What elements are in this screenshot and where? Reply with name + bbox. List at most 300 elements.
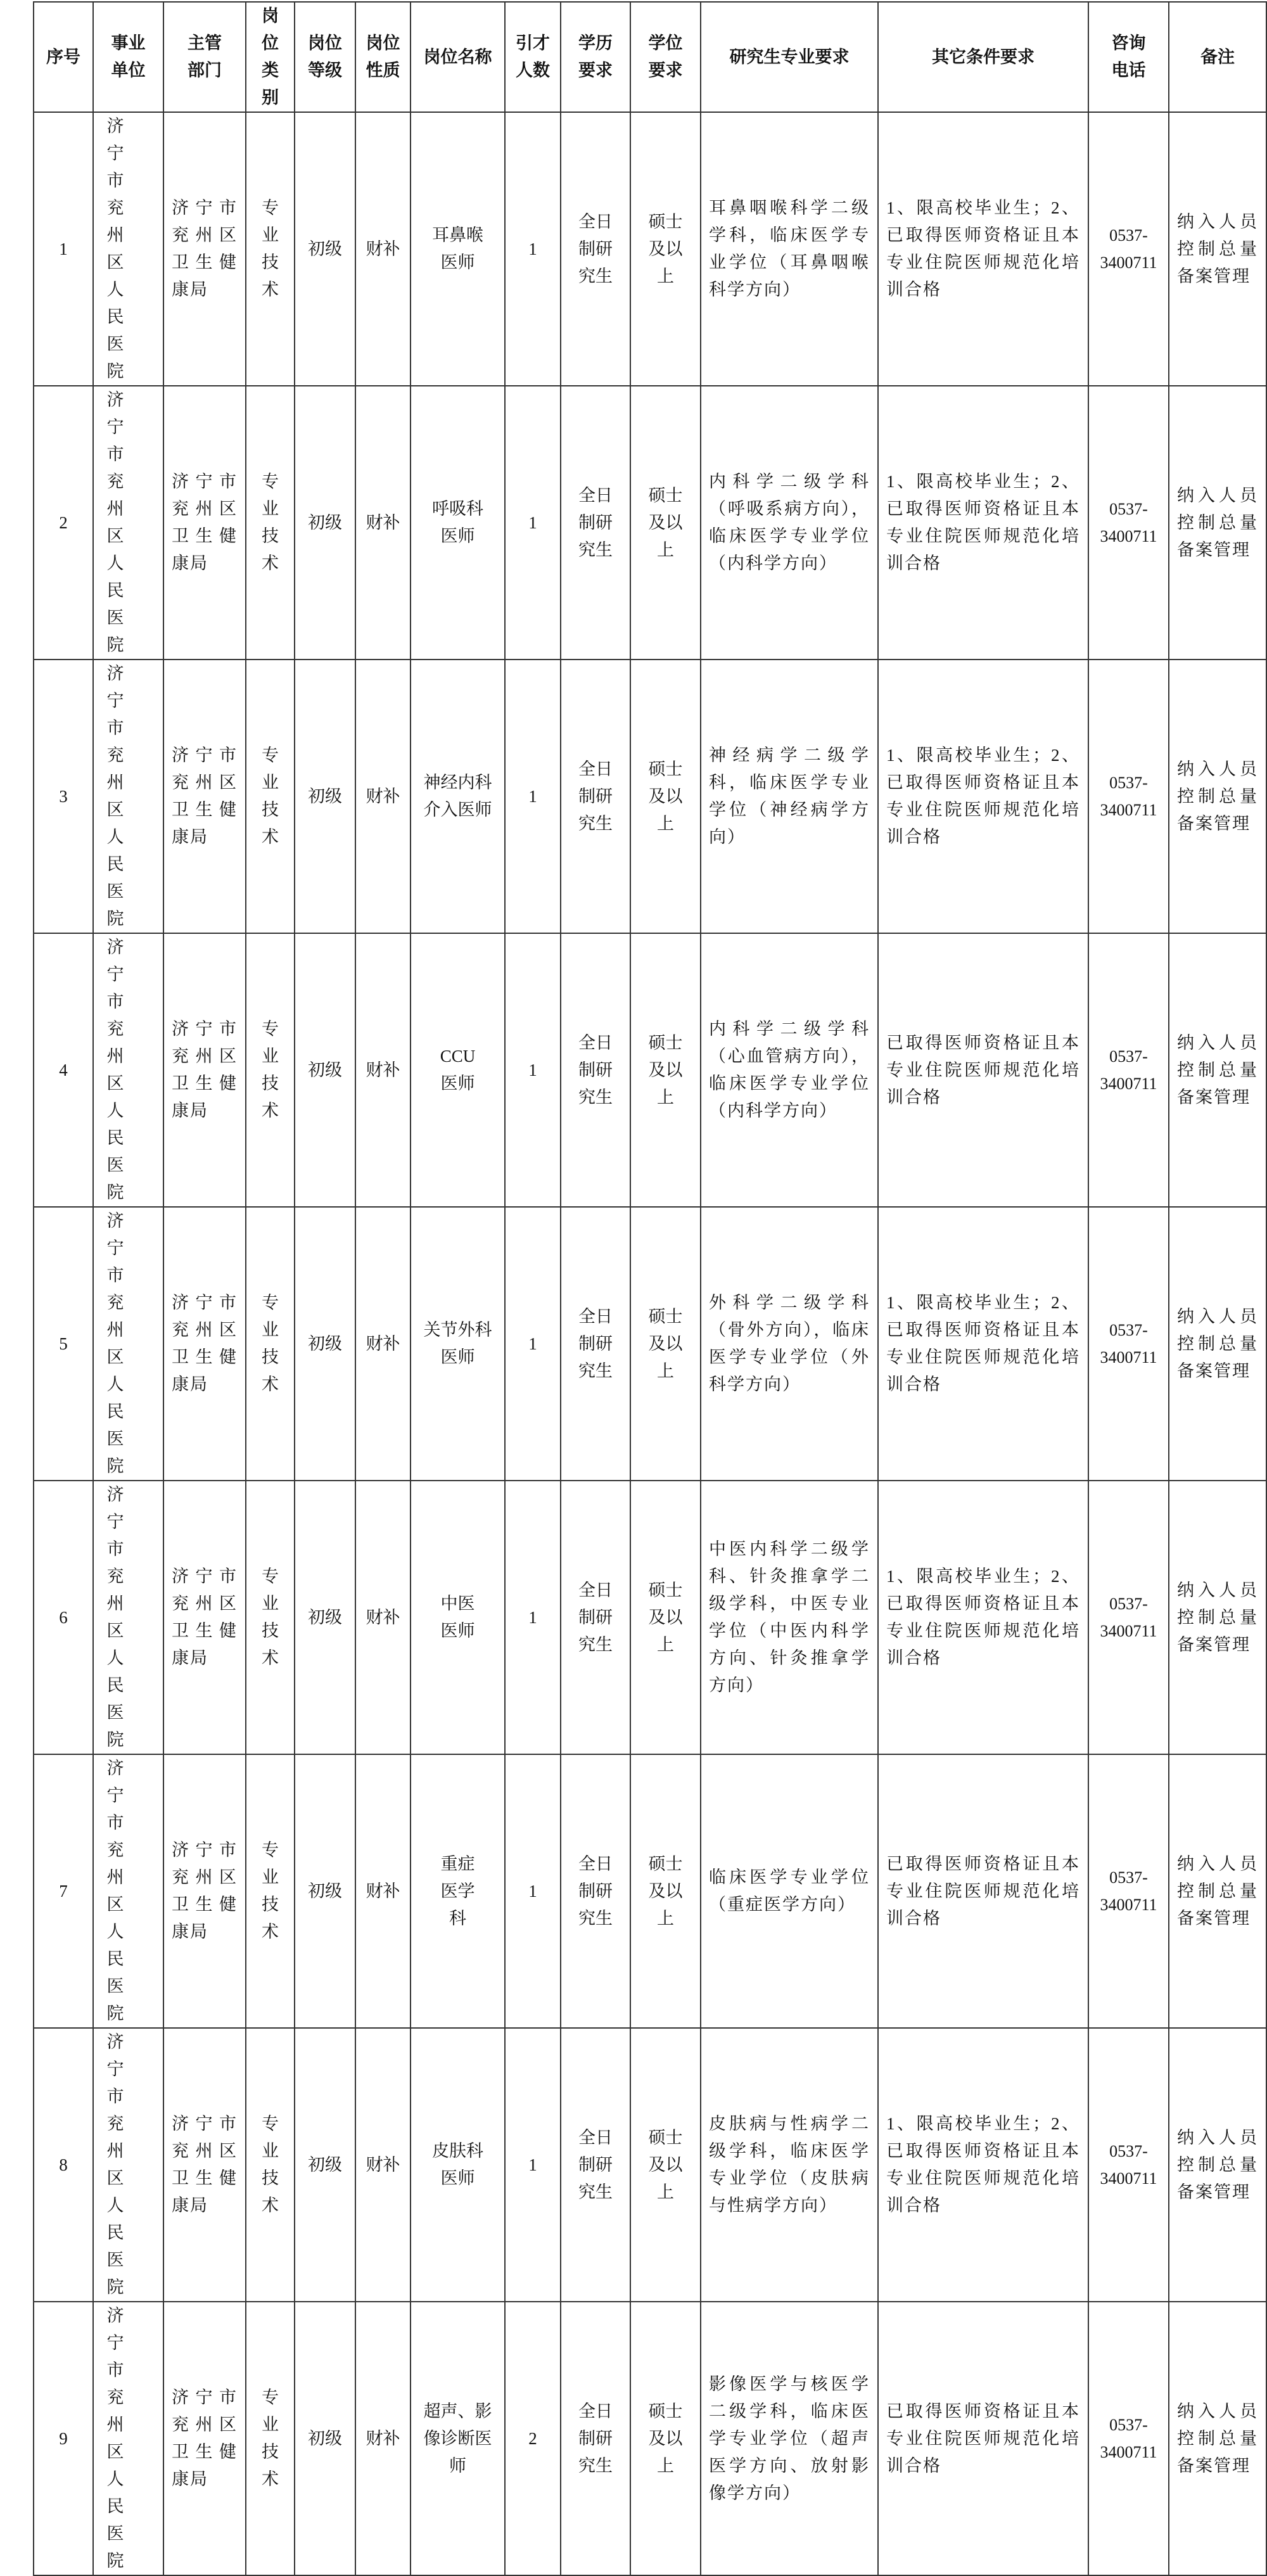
cell-text-degree: 硕士 及以 上 (648, 759, 683, 833)
cell-remark (1169, 2302, 1266, 2575)
cell-level (295, 660, 355, 933)
cell-category (246, 2302, 295, 2575)
cell-text-nature: 财补 (366, 1060, 400, 1080)
cell-text-education: 全日 制研 究生 (578, 1854, 613, 1928)
cell-text-education: 全日 制研 究生 (578, 2401, 613, 2475)
cell-no (34, 2302, 93, 2575)
cell-text-other: 已取得医师资格证且本专业住院医师规范化培训合格 (886, 1854, 1080, 1928)
cell-text-no: 8 (59, 2155, 68, 2174)
cell-text-remark: 纳入人员控制总量备案管理 (1177, 759, 1258, 833)
cell-text-level: 初级 (308, 2428, 342, 2448)
cell-text-unit: 济宁市兖州区人民医院 (106, 938, 143, 1202)
header-label-line: 人数 (516, 61, 550, 80)
cell-degree (630, 933, 701, 1207)
cell-phone (1088, 386, 1169, 660)
cell-dept (163, 2302, 246, 2575)
cell-text-education: 全日 制研 究生 (578, 759, 613, 833)
cell-text-nature: 财补 (366, 786, 400, 806)
cell-nature (355, 933, 411, 1207)
cell-no (34, 1481, 93, 1754)
cell-post (411, 2028, 505, 2302)
header-label-line: 岗 (262, 6, 279, 25)
cell-post (411, 2302, 505, 2575)
cell-nature (355, 2028, 411, 2302)
cell-major (701, 112, 878, 386)
cell-text-count: 1 (528, 786, 537, 806)
cell-no (34, 112, 93, 386)
cell-other (878, 1754, 1088, 2028)
cell-dept (163, 2028, 246, 2302)
cell-text-count: 1 (528, 1060, 537, 1080)
cell-level (295, 2028, 355, 2302)
cell-dept (163, 1207, 246, 1481)
cell-other (878, 660, 1088, 933)
cell-phone (1088, 1207, 1169, 1481)
cell-degree (630, 1207, 701, 1481)
cell-text-education: 全日 制研 究生 (578, 1306, 613, 1380)
cell-text-count: 1 (528, 1607, 537, 1627)
cell-text-category: 专业技术 (262, 2388, 279, 2489)
cell-count (505, 1481, 561, 1754)
cell-text-dept: 济宁市兖州区卫生健康局 (172, 472, 238, 573)
cell-no (34, 1207, 93, 1481)
cell-text-level: 初级 (308, 239, 342, 258)
cell-text-level: 初级 (308, 1881, 342, 1901)
cell-category (246, 112, 295, 386)
cell-text-unit: 济宁市兖州区人民医院 (106, 664, 143, 928)
cell-text-unit: 济宁市兖州区人民医院 (106, 1485, 143, 1749)
cell-text-other: 1、限高校毕业生；2、已取得医师资格证且本专业住院医师规范化培训合格 (886, 1567, 1080, 1667)
cell-text-count: 1 (528, 1334, 537, 1353)
cell-text-major: 影像医学与核医学二级学科，临床医学专业学位（超声医学方向、放射影像学方向） (709, 2374, 870, 2503)
cell-text-other: 1、限高校毕业生；2、已取得医师资格证且本专业住院医师规范化培训合格 (886, 472, 1080, 573)
header-label-line: 要求 (648, 61, 683, 80)
cell-text-major: 内科学二级学科（呼吸系病方向），临床医学专业学位（内科学方向） (709, 472, 870, 573)
cell-text-nature: 财补 (366, 2428, 400, 2448)
cell-text-post: 皮肤科 医师 (432, 2141, 483, 2188)
cell-text-degree: 硕士 及以 上 (648, 1306, 683, 1380)
cell-text-post: 呼吸科 医师 (432, 499, 483, 545)
cell-post (411, 660, 505, 933)
column-header-post (411, 2, 505, 112)
cell-other (878, 2028, 1088, 2302)
column-header-category (246, 2, 295, 112)
cell-text-other: 1、限高校毕业生；2、已取得医师资格证且本专业住院医师规范化培训合格 (886, 198, 1080, 299)
cell-nature (355, 660, 411, 933)
cell-education (561, 1481, 630, 1754)
cell-text-major: 外科学二级学科（骨外方向），临床医学专业学位（外科学方向） (709, 1293, 870, 1394)
cell-text-nature: 财补 (366, 1881, 400, 1901)
cell-no (34, 1754, 93, 2028)
cell-text-level: 初级 (308, 513, 342, 532)
cell-text-unit: 济宁市兖州区人民医院 (106, 117, 143, 381)
cell-text-remark: 纳入人员控制总量备案管理 (1177, 2401, 1258, 2475)
cell-text-count: 2 (528, 2428, 537, 2448)
header-row (34, 2, 1266, 112)
cell-text-post: CCU 医师 (440, 1047, 476, 1093)
cell-unit (93, 1754, 163, 2028)
cell-text-dept: 济宁市兖州区卫生健康局 (172, 1840, 238, 1941)
cell-text-category: 专业技术 (262, 1293, 279, 1394)
cell-major (701, 1207, 878, 1481)
column-header-nature (355, 2, 411, 112)
cell-text-unit: 济宁市兖州区人民医院 (106, 2306, 143, 2570)
header-label-line: 岗位名称 (423, 47, 492, 67)
cell-remark (1169, 2028, 1266, 2302)
cell-degree (630, 660, 701, 933)
cell-nature (355, 1481, 411, 1754)
cell-text-dept: 济宁市兖州区卫生健康局 (172, 2114, 238, 2215)
table-row (34, 386, 1266, 660)
cell-text-unit: 济宁市兖州区人民医院 (106, 2032, 143, 2297)
header-label-line: 其它条件要求 (932, 47, 1035, 67)
cell-category (246, 1754, 295, 2028)
cell-phone (1088, 2028, 1169, 2302)
cell-text-no: 7 (59, 1881, 68, 1901)
cell-text-category: 专业技术 (262, 1019, 279, 1120)
cell-text-other: 1、限高校毕业生；2、已取得医师资格证且本专业住院医师规范化培训合格 (886, 1293, 1080, 1394)
cell-category (246, 1481, 295, 1754)
recruitment-table (33, 1, 1267, 2576)
cell-text-education: 全日 制研 究生 (578, 485, 613, 559)
cell-text-remark: 纳入人员控制总量备案管理 (1177, 1580, 1258, 1654)
cell-text-unit: 济宁市兖州区人民医院 (106, 1759, 143, 2023)
header-label-line: 岗位 (366, 34, 400, 53)
cell-other (878, 386, 1088, 660)
header-label-line: 研究生专业要求 (729, 47, 850, 67)
cell-remark (1169, 1481, 1266, 1754)
cell-text-degree: 硕士 及以 上 (648, 485, 683, 559)
table-row (34, 1481, 1266, 1754)
column-header-dept (163, 2, 246, 112)
table-row (34, 933, 1266, 1207)
cell-text-post: 重症 医学 科 (440, 1854, 475, 1928)
cell-other (878, 112, 1088, 386)
cell-dept (163, 1754, 246, 2028)
header-label-line: 类 (262, 61, 279, 80)
cell-text-nature: 财补 (366, 1334, 400, 1353)
cell-text-other: 1、限高校毕业生；2、已取得医师资格证且本专业住院医师规范化培训合格 (886, 746, 1080, 846)
cell-degree (630, 2302, 701, 2575)
cell-other (878, 1481, 1088, 1754)
cell-nature (355, 1207, 411, 1481)
cell-unit (93, 112, 163, 386)
cell-major (701, 933, 878, 1207)
cell-text-no: 3 (59, 786, 68, 806)
cell-text-no: 9 (59, 2428, 68, 2448)
cell-text-post: 神经内科 介入医师 (423, 773, 492, 819)
table-row (34, 1207, 1266, 1481)
cell-text-level: 初级 (308, 1060, 342, 1080)
table-row (34, 2028, 1266, 2302)
cell-major (701, 386, 878, 660)
cell-education (561, 933, 630, 1207)
cell-unit (93, 1207, 163, 1481)
cell-degree (630, 1754, 701, 2028)
cell-category (246, 933, 295, 1207)
cell-text-remark: 纳入人员控制总量备案管理 (1177, 1306, 1258, 1380)
cell-text-phone: 0537- 3400711 (1100, 500, 1157, 545)
cell-text-phone: 0537- 3400711 (1100, 1047, 1157, 1093)
cell-level (295, 112, 355, 386)
cell-count (505, 112, 561, 386)
cell-count (505, 1754, 561, 2028)
cell-no (34, 933, 93, 1207)
cell-text-remark: 纳入人员控制总量备案管理 (1177, 212, 1258, 286)
cell-text-remark: 纳入人员控制总量备案管理 (1177, 2127, 1258, 2202)
cell-degree (630, 386, 701, 660)
cell-post (411, 1207, 505, 1481)
cell-count (505, 2028, 561, 2302)
header-label-line: 序号 (46, 47, 80, 67)
header-label-line: 主管 (188, 34, 222, 53)
cell-text-phone: 0537- 3400711 (1100, 774, 1157, 819)
cell-text-major: 耳鼻咽喉科学二级学科，临床医学专业学位（耳鼻咽喉科学方向） (709, 198, 870, 299)
cell-education (561, 2302, 630, 2575)
cell-text-major: 神经病学二级学科，临床医学专业学位（神经病学方向） (709, 746, 870, 846)
cell-remark (1169, 386, 1266, 660)
cell-post (411, 112, 505, 386)
cell-text-dept: 济宁市兖州区卫生健康局 (172, 1019, 238, 1120)
cell-phone (1088, 1754, 1169, 2028)
cell-unit (93, 1481, 163, 1754)
cell-text-dept: 济宁市兖州区卫生健康局 (172, 2388, 238, 2489)
cell-degree (630, 1481, 701, 1754)
cell-text-phone: 0537- 3400711 (1100, 2416, 1157, 2461)
cell-text-category: 专业技术 (262, 198, 279, 299)
cell-text-remark: 纳入人员控制总量备案管理 (1177, 1033, 1258, 1107)
cell-text-phone: 0537- 3400711 (1100, 1868, 1157, 1914)
cell-text-nature: 财补 (366, 2155, 400, 2174)
cell-major (701, 1481, 878, 1754)
cell-unit (93, 660, 163, 933)
cell-text-category: 专业技术 (262, 1840, 279, 1941)
cell-remark (1169, 1207, 1266, 1481)
cell-text-level: 初级 (308, 786, 342, 806)
cell-text-other: 已取得医师资格证且本专业住院医师规范化培训合格 (886, 2401, 1080, 2475)
cell-major (701, 660, 878, 933)
header-label-line: 学位 (648, 34, 683, 53)
cell-other (878, 933, 1088, 1207)
column-header-remark (1169, 2, 1266, 112)
cell-level (295, 1207, 355, 1481)
cell-no (34, 660, 93, 933)
cell-text-major: 内科学二级学科（心血管病方向），临床医学专业学位（内科学方向） (709, 1019, 870, 1120)
table-row (34, 2302, 1266, 2575)
cell-phone (1088, 1481, 1169, 1754)
cell-post (411, 386, 505, 660)
cell-remark (1169, 112, 1266, 386)
cell-text-education: 全日 制研 究生 (578, 1033, 613, 1107)
cell-text-count: 1 (528, 2155, 537, 2174)
cell-phone (1088, 660, 1169, 933)
cell-level (295, 1481, 355, 1754)
cell-nature (355, 386, 411, 660)
cell-text-no: 4 (59, 1060, 68, 1080)
cell-degree (630, 2028, 701, 2302)
cell-education (561, 386, 630, 660)
cell-text-remark: 纳入人员控制总量备案管理 (1177, 485, 1258, 559)
cell-nature (355, 112, 411, 386)
cell-education (561, 1754, 630, 2028)
cell-category (246, 2028, 295, 2302)
cell-text-post: 超声、影 像诊断医 师 (423, 2401, 492, 2475)
header-label-line: 性质 (366, 61, 400, 80)
cell-count (505, 1207, 561, 1481)
header-label-line: 岗位 (308, 34, 342, 53)
cell-text-major: 中医内科学二级学科、针灸推拿学二级学科，中医专业学位（中医内科学方向、针灸推拿学方向） (709, 1540, 870, 1695)
cell-other (878, 2302, 1088, 2575)
cell-text-dept: 济宁市兖州区卫生健康局 (172, 1567, 238, 1667)
header-label-line: 位 (262, 34, 279, 53)
table-body (34, 112, 1266, 2575)
cell-text-level: 初级 (308, 1334, 342, 1353)
cell-text-category: 专业技术 (262, 472, 279, 573)
cell-dept (163, 1481, 246, 1754)
cell-phone (1088, 112, 1169, 386)
cell-post (411, 1481, 505, 1754)
column-header-no (34, 2, 93, 112)
header-label-line: 部门 (188, 61, 222, 80)
cell-text-nature: 财补 (366, 239, 400, 258)
cell-text-other: 1、限高校毕业生；2、已取得医师资格证且本专业住院医师规范化培训合格 (886, 2114, 1080, 2215)
cell-category (246, 386, 295, 660)
cell-text-phone: 0537- 3400711 (1100, 226, 1157, 272)
header-label-line: 引才 (516, 34, 550, 53)
header-label-line: 事业 (111, 34, 146, 53)
cell-text-no: 6 (59, 1607, 68, 1627)
cell-no (34, 2028, 93, 2302)
header-label-line: 要求 (578, 61, 613, 80)
cell-remark (1169, 660, 1266, 933)
cell-unit (93, 2028, 163, 2302)
cell-text-dept: 济宁市兖州区卫生健康局 (172, 746, 238, 846)
cell-text-unit: 济宁市兖州区人民医院 (106, 1211, 143, 1476)
cell-text-education: 全日 制研 究生 (578, 212, 613, 286)
cell-text-category: 专业技术 (262, 746, 279, 846)
cell-unit (93, 2302, 163, 2575)
cell-unit (93, 933, 163, 1207)
column-header-degree (630, 2, 701, 112)
cell-text-level: 初级 (308, 1607, 342, 1627)
cell-text-no: 2 (59, 513, 68, 532)
cell-text-dept: 济宁市兖州区卫生健康局 (172, 1293, 238, 1394)
column-header-unit (93, 2, 163, 112)
table-row (34, 112, 1266, 386)
cell-text-no: 1 (59, 239, 68, 258)
cell-text-post: 关节外科 医师 (423, 1320, 492, 1367)
cell-text-major: 皮肤病与性病学二级学科，临床医学专业学位（皮肤病与性病学方向） (709, 2114, 870, 2215)
column-header-major (701, 2, 878, 112)
column-header-level (295, 2, 355, 112)
cell-count (505, 386, 561, 660)
cell-post (411, 933, 505, 1207)
cell-level (295, 933, 355, 1207)
header-label-line: 学历 (578, 34, 613, 53)
cell-text-post: 耳鼻喉 医师 (432, 226, 483, 272)
cell-text-degree: 硕士 及以 上 (648, 1580, 683, 1654)
table-row (34, 1754, 1266, 2028)
cell-text-major: 临床医学专业学位（重症医学方向） (709, 1868, 870, 1914)
cell-dept (163, 386, 246, 660)
cell-text-education: 全日 制研 究生 (578, 1580, 613, 1654)
cell-post (411, 1754, 505, 2028)
cell-level (295, 386, 355, 660)
cell-education (561, 1207, 630, 1481)
cell-category (246, 660, 295, 933)
column-header-count (505, 2, 561, 112)
cell-count (505, 933, 561, 1207)
cell-text-count: 1 (528, 239, 537, 258)
header-label-line: 咨询 (1111, 34, 1146, 53)
cell-text-phone: 0537- 3400711 (1100, 1595, 1157, 1640)
cell-count (505, 2302, 561, 2575)
table-row (34, 660, 1266, 933)
cell-text-phone: 0537- 3400711 (1100, 2142, 1157, 2188)
cell-phone (1088, 2302, 1169, 2575)
cell-education (561, 660, 630, 933)
cell-education (561, 2028, 630, 2302)
cell-text-category: 专业技术 (262, 1567, 279, 1667)
cell-level (295, 2302, 355, 2575)
cell-text-education: 全日 制研 究生 (578, 2127, 613, 2202)
cell-dept (163, 112, 246, 386)
cell-phone (1088, 933, 1169, 1207)
cell-major (701, 2302, 878, 2575)
column-header-education (561, 2, 630, 112)
header-label-line: 别 (262, 88, 279, 107)
cell-text-degree: 硕士 及以 上 (648, 1854, 683, 1928)
header-label-line: 等级 (308, 61, 342, 80)
cell-text-nature: 财补 (366, 513, 400, 532)
cell-text-phone: 0537- 3400711 (1100, 1321, 1157, 1367)
header-label-line: 备注 (1200, 47, 1235, 67)
header-label-line: 电话 (1111, 61, 1146, 80)
cell-text-nature: 财补 (366, 1607, 400, 1627)
cell-text-dept: 济宁市兖州区卫生健康局 (172, 198, 238, 299)
cell-category (246, 1207, 295, 1481)
cell-text-degree: 硕士 及以 上 (648, 212, 683, 286)
cell-text-degree: 硕士 及以 上 (648, 1033, 683, 1107)
cell-degree (630, 112, 701, 386)
cell-remark (1169, 1754, 1266, 2028)
cell-text-category: 专业技术 (262, 2114, 279, 2215)
cell-dept (163, 660, 246, 933)
column-header-other (878, 2, 1088, 112)
cell-text-post: 中医 医师 (440, 1594, 475, 1640)
cell-count (505, 660, 561, 933)
cell-text-count: 1 (528, 1881, 537, 1901)
cell-education (561, 112, 630, 386)
cell-no (34, 386, 93, 660)
cell-text-degree: 硕士 及以 上 (648, 2401, 683, 2475)
cell-text-degree: 硕士 及以 上 (648, 2127, 683, 2202)
cell-text-level: 初级 (308, 2155, 342, 2174)
cell-text-other: 已取得医师资格证且本专业住院医师规范化培训合格 (886, 1033, 1080, 1107)
cell-text-no: 5 (59, 1334, 68, 1353)
cell-major (701, 2028, 878, 2302)
cell-unit (93, 386, 163, 660)
cell-text-count: 1 (528, 513, 537, 532)
cell-remark (1169, 933, 1266, 1207)
cell-text-unit: 济宁市兖州区人民医院 (106, 390, 143, 654)
cell-level (295, 1754, 355, 2028)
column-header-phone (1088, 2, 1169, 112)
cell-other (878, 1207, 1088, 1481)
cell-major (701, 1754, 878, 2028)
cell-text-remark: 纳入人员控制总量备案管理 (1177, 1854, 1258, 1928)
cell-nature (355, 2302, 411, 2575)
